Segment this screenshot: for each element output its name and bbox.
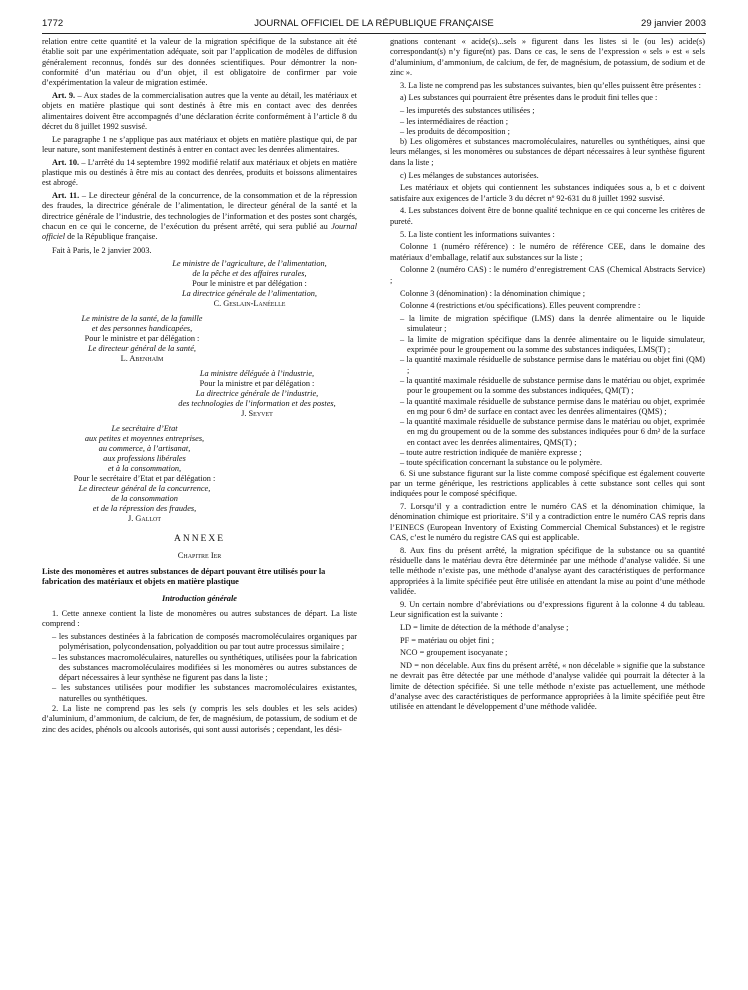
list-title: Liste des monomères et autres substances de départ pouvant être utilisés pour la fabrication des matériaux et objets en matière plastique	[42, 566, 326, 587]
article-text: – Le directeur général de la concurrence, de la consommation et de la répression des fraudes, la directrice générale de l’alimentation, le directeur général de la santé et la directrice générale de l’industrie, des technologies de l’information et des postes sont chargés, chacun en ce qui le concerne, de l’exécution du présent arrêté, qui sera publié au	[42, 191, 358, 232]
list-item: – les substances utilisées pour modifier les substances macromoléculaires existantes, naturelles ou synthétiques.	[52, 683, 357, 703]
abbreviation: PF = matériau ou objet fini ;	[400, 635, 495, 645]
paragraph: c) Les mélanges de substances autorisées.	[400, 170, 539, 180]
signature-line: La directrice générale de l’alimentation,	[182, 288, 317, 298]
paragraph: Colonne 4 (restrictions et/ou spécifications). Elles peuvent comprendre :	[400, 301, 641, 311]
right-column	[390, 37, 705, 715]
signature-line: et à la consommation,	[107, 463, 182, 473]
article-text: – Aux stades de la commercialisation autres que la vente au détail, les matériaux et objets en matière plastique qui sont destinés à être mis en contact avec des denrées alimentaires doivent être accompagnés d’une déclaration écrite conformément à l’article 8 du décret du 8 juillet 1992 susvisé.	[42, 90, 357, 131]
article-text: – L’arrêté du 14 septembre 1992 modifié relatif aux matériaux et objets en matière plastique mis ou destinés à être mis au contact des denrées, produits et boissons alimentaires est abrogé.	[42, 157, 357, 188]
list-item: – la limite de migration spécifique (LMS) dans la denrée alimentaire ou le liquide simulateur ;	[400, 314, 705, 334]
page-number: 1772	[42, 18, 64, 29]
article-9	[42, 91, 357, 132]
list-item: – les intermédiaires de réaction ;	[400, 116, 509, 126]
signature-line: La ministre déléguée à l’industrie,	[199, 368, 315, 378]
abbreviation: NCO = groupement isocyanate ;	[400, 648, 508, 658]
signature-line: de la consommation	[111, 493, 178, 503]
signature-line: Le ministre de l’agriculture, de l’alimentation,	[172, 258, 327, 268]
journal-title: JOURNAL OFFICIEL DE LA RÉPUBLIQUE FRANÇAISE	[254, 18, 494, 29]
publication-date: 29 janvier 2003	[641, 18, 706, 29]
signature-date: Fait à Paris, le 2 janvier 2003.	[52, 245, 152, 255]
signature-line: et de la répression des fraudes,	[92, 503, 197, 513]
paragraph: gnations contenant « acide(s)...sels » figurent dans les listes si le (ou les) acide(s) correspondant(s) n’y figure(nt) pas. Dans ce cas, le sens de l’expression « sels » est « sels d’aluminium, d’ammonium, de calcium, de fer, de magnésium, de potassium, de sodium et de zinc ».	[390, 37, 705, 77]
paragraph: 5. La liste contient les informations suivantes :	[400, 229, 555, 239]
paragraph: 2. La liste ne comprend pas les sels (y compris les sels doubles et les sels acides) d’aluminium, d’ammonium, de calcium, de fer, de magnésium, de potassium, de sodium et de zinc des acides, phénols ou alcools autorisés, qui sont aussi autorisés ; cependant, les dési-	[42, 704, 357, 734]
signatory-name: C. Geslain-Lanéelle	[213, 298, 286, 308]
signature-line: Pour le secrétaire d’Etat et par délégation :	[73, 473, 216, 483]
paragraph: 3. La liste ne comprend pas les substances suivantes, bien qu’elles puissent être présentes :	[400, 80, 701, 90]
signature-line: La directrice générale de l’industrie,	[195, 388, 319, 398]
paragraph: Colonne 3 (dénomination) : la dénomination chimique ;	[400, 288, 586, 298]
page-header	[42, 18, 706, 32]
list-item: – la quantité maximale résiduelle de substance permise dans le matériau ou objet, exprimée pour le groupement ou la somme des substances indiquées, QM(T) ;	[400, 375, 705, 396]
signature-line: des technologies de l’information et des postes,	[178, 398, 336, 408]
left-column	[42, 37, 357, 737]
signature-block-pme	[42, 424, 247, 524]
paragraph: 4. Les substances doivent être de bonne qualité technique en ce qui concerne les critères de pureté.	[390, 206, 705, 226]
chapter-heading: Chapitre Ier	[177, 550, 222, 561]
signature-line: Le directeur général de la concurrence,	[78, 483, 211, 493]
header-rule	[42, 33, 706, 34]
list-item: – les substances macromoléculaires, naturelles ou synthétiques, utilisées pour la fabrication des substances macromoléculaires modifiées si les monomères ou autres substances de départ nécessaires à leur synthèse ne figurent pas dans la liste ;	[52, 652, 357, 683]
signature-line: de la pêche et des affaires rurales,	[192, 268, 307, 278]
signature-line: Pour la ministre et par délégation :	[199, 378, 315, 388]
paragraph: 7. Lorsqu’il y a contradiction entre le numéro CAS et la dénomination chimique, la dénomination chimique est prioritaire. S’il y a contradiction entre le numéro CAS repris dans l’EINECS (European Inventory of Existing Commercial Chemical Substances) et le registre CAS, c’est le numéro du registre CAS qui est applicable.	[390, 501, 705, 542]
paragraph: Colonne 1 (numéro référence) : le numéro de référence CEE, dans le domaine des matériaux d’emballage, relatif aux substances sur la liste ;	[390, 242, 705, 262]
signature-line: aux professions libérales	[103, 453, 186, 463]
paragraph: Les matériaux et objets qui contiennent les substances indiquées sous a, b et c doivent satisfaire aux exigences de l’article 3 du décret nº 92-631 du 8 juillet 1992 susvisé.	[390, 183, 705, 203]
paragraph: 8. Aux fins du présent arrêté, la migration spécifique de la substance ou sa quantité résiduelle dans le matériau devra être déterminée par une méthode d’analyse validée. Si une telle méthode n’existe pas, une méthode d’analyse ayant des caractéristiques de performance appropriées à la limite spécifiée peut être utilisée en attendant la mise au point d’une méthode validée.	[390, 545, 705, 596]
signature-line: aux petites et moyennes entreprises,	[84, 433, 205, 443]
paragraph: 1. Cette annexe contient la liste de monomères ou autres substances de départ. La liste comprend :	[42, 608, 357, 629]
signatory-name: L. Abenhaïm	[120, 353, 164, 363]
list-item: – la limite de migration spécifique dans la denrée alimentaire ou le liquide simulateur, exprimée pour le groupement ou la somme des substances indiquées, LMS(T) ;	[400, 334, 705, 355]
journal-reference: Journal officiel	[42, 222, 357, 242]
signature-line: Le ministre de la santé, de la famille	[81, 313, 203, 323]
signature-line: Le directeur général de la santé,	[88, 343, 196, 353]
signature-line: Pour le ministre et par délégation :	[192, 278, 307, 288]
paragraph: a) Les substances qui pourraient être présentes dans le produit fini telles que :	[400, 93, 658, 103]
signature-block-industrie	[157, 369, 357, 419]
signature-block-sante	[42, 314, 242, 364]
article-label: Art. 10.	[52, 157, 80, 167]
paragraph: 9. Un certain nombre d’abréviations ou d’expressions figurent à la colonne 4 du tableau. Leur signification est la suivante :	[390, 599, 705, 619]
article-label: Art. 9.	[52, 90, 76, 100]
abbreviation: LD = limite de détection de la méthode d’analyse ;	[400, 622, 569, 632]
article-10	[42, 158, 357, 189]
signature-block-agriculture	[142, 259, 357, 309]
abbreviation: ND = non décelable. Aux fins du présent arrêté, « non décelable » signifie que la substance ne devrait pas être détectée par une méthode d’analyse validée qui pourrait la détecter à la limite de détection spécifiée. Si une telle méthode n’existe pas actuellement, une méthode d’analyse avec des caractéristiques de performance appropriées à la limite spécifiée peut être utilisée en attendant le développement d’une méthode validée.	[390, 661, 705, 712]
signatory-name: J. Seyvet	[241, 408, 273, 418]
article-text-end: de la République française.	[65, 232, 158, 242]
list-item: – les impuretés des substances utilisées ;	[400, 106, 535, 116]
signature-line: Le secrétaire d’Etat	[111, 423, 178, 433]
signature-line: au commerce, à l’artisanat,	[98, 443, 191, 453]
paragraph: Colonne 2 (numéro CAS) : le numéro d’enregistrement CAS (Chemical Abstracts Service) ;	[390, 265, 705, 285]
list-item: – les substances destinées à la fabrication de composés macromoléculaires organiques par polymérisation, polycondensation, polyaddition ou par tout autre processus similaire ;	[52, 631, 357, 652]
paragraph: relation entre cette quantité et la valeur de la migration spécifique de la substance ait été établie soit par une expérimentation adéquate, soit par l’application de modèles de diffusion généralement reconnus, fondés sur des données scientifiques. Pour démontrer la non-conformité d’un matériau ou d’un objet, il est obligatoire de confirmer par voie d’expérimentation la valeur de migration estimée.	[42, 37, 357, 88]
paragraph: 6. Si une substance figurant sur la liste comme composé spécifique est également couverte par un terme générique, les restrictions applicables à cette substance sont celles qui sont indiquées pour le composé spécifique.	[390, 468, 705, 499]
list-item: – la quantité maximale résiduelle de substance permise dans le matériau ou objet, exprimée en mg du groupement ou de la somme des substances indiquées pour 6 dm² de la surface en contact avec les denrées alimentaires, QMS(T) ;	[400, 417, 705, 447]
paragraph: b) Les oligomères et substances macromoléculaires, naturelles ou synthétiques, ainsi que leurs mélanges, si les monomères ou substances de départ nécessaires à leur synthèse figurent dans la liste ;	[390, 137, 705, 167]
signature-line: et des personnes handicapées,	[91, 323, 193, 333]
list-item: – la quantité maximale résiduelle de substance permise dans le matériau ou objet, exprimée en mg pour 6 dm² de surface en contact avec les denrées alimentaires (QMS) ;	[400, 396, 705, 416]
list-item: – toute autre restriction indiquée de manière expresse ;	[400, 447, 582, 457]
article-11	[42, 191, 357, 242]
list-item: – les produits de décomposition ;	[400, 126, 510, 136]
article-label: Art. 11.	[52, 191, 80, 201]
list-item: – toute spécification concernant la substance ou le polymère.	[400, 458, 603, 468]
list-item: – la quantité maximale résiduelle de substance permise dans le matériau ou objet fini (QM) ;	[400, 355, 705, 375]
annex-heading: ANNEXE	[173, 533, 226, 544]
signatory-name: J. Gallot	[127, 513, 162, 523]
section-heading: Introduction générale	[162, 593, 237, 603]
paragraph: Le paragraphe 1 ne s’applique pas aux matériaux et objets en matière plastique qui, de par leur nature, sont manifestement destinés à entrer en contact avec les denrées alimentaires.	[42, 134, 357, 154]
signature-line: Pour le ministre et par délégation :	[84, 333, 200, 343]
